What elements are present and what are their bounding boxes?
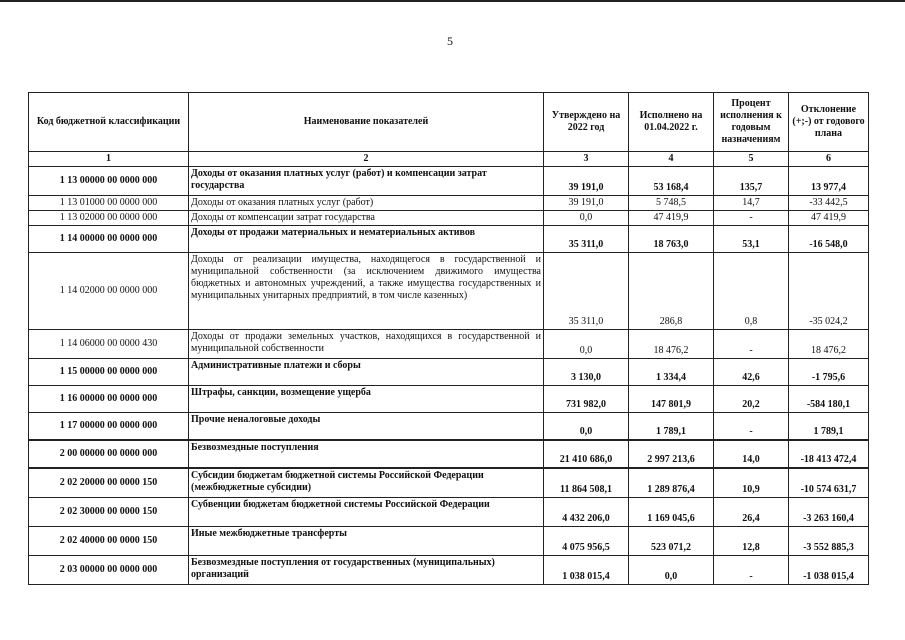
row-name: Доходы от реализации имущества, находящегося в государственной и муниципальной собственности (за исключением движимого имущества бюджетных и автономных учреждений, а также имущества государственных и муниципальных унитарных предприятий, в том числе казенных) [189, 253, 544, 330]
row-percent: 0,8 [714, 253, 789, 330]
row-executed: 1 289 876,4 [629, 468, 714, 498]
table-row [29, 527, 869, 556]
row-code: 1 14 02000 00 0000 000 [29, 253, 189, 330]
column-number: 3 [544, 152, 629, 167]
row-name: Иные межбюджетные трансферты [189, 527, 544, 556]
row-code: 1 14 06000 00 0000 430 [29, 330, 189, 359]
row-percent: 135,7 [714, 167, 789, 196]
table-row [29, 211, 869, 226]
row-code: 2 00 00000 00 0000 000 [29, 440, 189, 468]
row-name: Доходы от продажи материальных и нематериальных активов [189, 226, 544, 253]
row-deviation: -3 552 885,3 [789, 527, 869, 556]
table-row [29, 468, 869, 498]
column-number: 4 [629, 152, 714, 167]
row-name: Доходы от продажи земельных участков, находящихся в государственной и муниципальной собственности [189, 330, 544, 359]
row-percent: - [714, 330, 789, 359]
row-approved: 0,0 [544, 330, 629, 359]
row-executed: 0,0 [629, 556, 714, 585]
row-executed: 1 334,4 [629, 359, 714, 386]
row-name: Административные платежи и сборы [189, 359, 544, 386]
row-code: 1 16 00000 00 0000 000 [29, 386, 189, 413]
table-row [29, 196, 869, 211]
row-deviation: 1 789,1 [789, 413, 869, 441]
header-row [29, 93, 869, 152]
row-percent: 20,2 [714, 386, 789, 413]
header-deviation: Отклонение (+;-) от годового плана [789, 93, 869, 152]
row-percent: 42,6 [714, 359, 789, 386]
row-name: Прочие неналоговые доходы [189, 413, 544, 441]
row-code: 2 02 20000 00 0000 150 [29, 468, 189, 498]
row-percent: 53,1 [714, 226, 789, 253]
row-executed: 1 169 045,6 [629, 498, 714, 527]
row-deviation: -1 795,6 [789, 359, 869, 386]
header-code: Код бюджетной классификации [29, 93, 189, 152]
table-row [29, 440, 869, 468]
row-deviation: -16 548,0 [789, 226, 869, 253]
row-percent: 14,0 [714, 440, 789, 468]
row-approved: 35 311,0 [544, 253, 629, 330]
row-deviation: 13 977,4 [789, 167, 869, 196]
column-number: 2 [189, 152, 544, 167]
row-code: 1 13 01000 00 0000 000 [29, 196, 189, 211]
row-approved: 21 410 686,0 [544, 440, 629, 468]
table-row [29, 386, 869, 413]
header-approved: Утверждено на 2022 год [544, 93, 629, 152]
row-approved: 731 982,0 [544, 386, 629, 413]
row-name: Доходы от оказания платных услуг (работ) и компенсации затрат государства [189, 167, 544, 196]
table-row [29, 413, 869, 441]
row-executed: 1 789,1 [629, 413, 714, 441]
table-row [29, 226, 869, 253]
row-code: 1 15 00000 00 0000 000 [29, 359, 189, 386]
row-approved: 4 075 956,5 [544, 527, 629, 556]
row-percent: - [714, 556, 789, 585]
table-row [29, 330, 869, 359]
row-executed: 286,8 [629, 253, 714, 330]
row-approved: 0,0 [544, 413, 629, 441]
header-name: Наименование показателей [189, 93, 544, 152]
row-percent: - [714, 211, 789, 226]
row-deviation: 47 419,9 [789, 211, 869, 226]
row-code: 1 13 02000 00 0000 000 [29, 211, 189, 226]
table-row [29, 498, 869, 527]
page-top-border [0, 0, 905, 2]
row-code: 2 03 00000 00 0000 000 [29, 556, 189, 585]
row-approved: 4 432 206,0 [544, 498, 629, 527]
row-name: Доходы от оказания платных услуг (работ) [189, 196, 544, 211]
row-name: Штрафы, санкции, возмещение ущерба [189, 386, 544, 413]
row-name: Безвозмездные поступления [189, 440, 544, 468]
table-row [29, 556, 869, 585]
row-name: Доходы от компенсации затрат государства [189, 211, 544, 226]
page-number: 5 [447, 34, 453, 48]
row-name: Безвозмездные поступления от государственных (муниципальных) организаций [189, 556, 544, 585]
row-percent: 26,4 [714, 498, 789, 527]
row-code: 1 14 00000 00 0000 000 [29, 226, 189, 253]
header-percent: Процент исполнения к годовым назначениям [714, 93, 789, 152]
row-percent: 10,9 [714, 468, 789, 498]
column-number: 1 [29, 152, 189, 167]
row-executed: 47 419,9 [629, 211, 714, 226]
row-executed: 147 801,9 [629, 386, 714, 413]
row-deviation: -10 574 631,7 [789, 468, 869, 498]
row-code: 1 13 00000 00 0000 000 [29, 167, 189, 196]
table-row [29, 253, 869, 330]
row-deviation: -1 038 015,4 [789, 556, 869, 585]
row-code: 2 02 30000 00 0000 150 [29, 498, 189, 527]
row-approved: 1 038 015,4 [544, 556, 629, 585]
budget-table [28, 92, 869, 585]
column-number: 5 [714, 152, 789, 167]
row-percent: 14,7 [714, 196, 789, 211]
row-approved: 0,0 [544, 211, 629, 226]
table-row [29, 167, 869, 196]
row-deviation: -18 413 472,4 [789, 440, 869, 468]
row-name: Субвенции бюджетам бюджетной системы Российской Федерации [189, 498, 544, 527]
row-percent: - [714, 413, 789, 441]
column-number-row [29, 152, 869, 167]
row-executed: 53 168,4 [629, 167, 714, 196]
row-approved: 39 191,0 [544, 167, 629, 196]
header-executed: Исполнено на 01.04.2022 г. [629, 93, 714, 152]
row-deviation: -33 442,5 [789, 196, 869, 211]
row-code: 1 17 00000 00 0000 000 [29, 413, 189, 441]
row-executed: 5 748,5 [629, 196, 714, 211]
row-approved: 39 191,0 [544, 196, 629, 211]
row-executed: 2 997 213,6 [629, 440, 714, 468]
row-approved: 3 130,0 [544, 359, 629, 386]
row-deviation: -35 024,2 [789, 253, 869, 330]
column-number: 6 [789, 152, 869, 167]
row-code: 2 02 40000 00 0000 150 [29, 527, 189, 556]
row-deviation: -3 263 160,4 [789, 498, 869, 527]
row-deviation: -584 180,1 [789, 386, 869, 413]
row-executed: 523 071,2 [629, 527, 714, 556]
row-executed: 18 476,2 [629, 330, 714, 359]
row-deviation: 18 476,2 [789, 330, 869, 359]
row-approved: 35 311,0 [544, 226, 629, 253]
row-name: Субсидии бюджетам бюджетной системы Российской Федерации (межбюджетные субсидии) [189, 468, 544, 498]
row-approved: 11 864 508,1 [544, 468, 629, 498]
table-row [29, 359, 869, 386]
row-percent: 12,8 [714, 527, 789, 556]
row-executed: 18 763,0 [629, 226, 714, 253]
